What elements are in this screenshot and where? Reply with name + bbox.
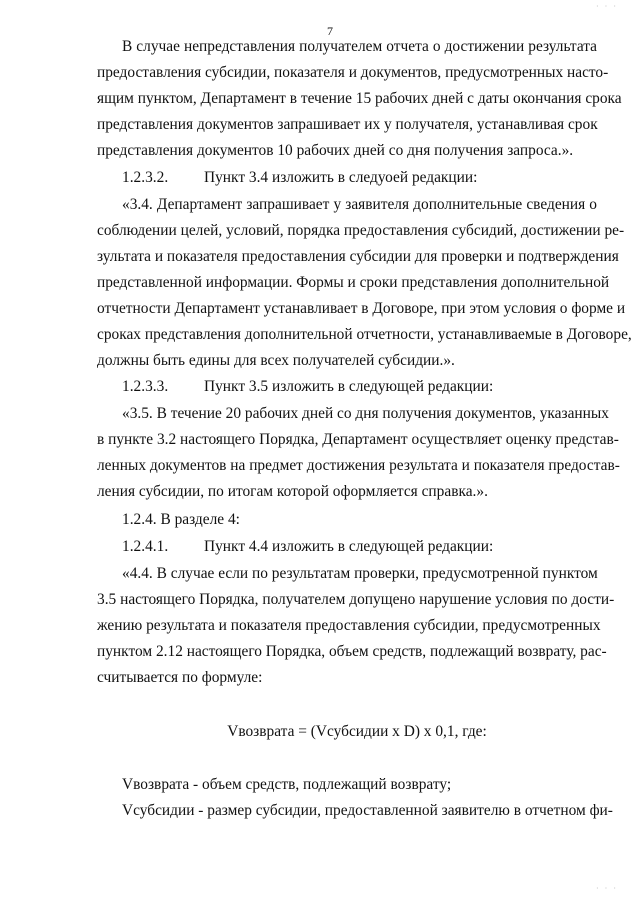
paragraph-4-4 (97, 561, 615, 691)
item-text: Пункт 3.5 изложить в следующей редакции: (204, 378, 494, 395)
text-line: в пункте 3.2 настоящего Порядка, Департамент осуществляет оценку представ- (97, 431, 619, 448)
text-line: жению результата и показателя предоставления субсидии, предусмотренных (97, 617, 601, 634)
formula-text: Vвозврата = (Vсубсидии x D) x 0,1, где: (227, 723, 487, 740)
item-1-2-4-1 (97, 534, 597, 560)
item-number: 1.2.3.3. (122, 378, 169, 395)
definition-line: Vсубсидии - размер субсидии, предоставленной заявителю в отчетном фи- (122, 802, 613, 819)
text-line: представления документов запрашивает их у получателя, устанавливая срок (97, 116, 598, 133)
item-1-2-3-3 (97, 374, 597, 400)
text-line: считывается по формуле: (97, 669, 263, 686)
text-line: «3.5. В течение 20 рабочих дней со дня получения документов, указанных (122, 405, 609, 422)
text-line: должны быть едины для всех получателей субсидии.». (97, 352, 455, 369)
text-line: ленных документов на предмет достижения результата и показателя предостав- (97, 457, 620, 474)
text-line: представленной информации. Формы и сроки представления дополнительной (97, 274, 610, 291)
text-line: соблюдении целей, условий, порядка предоставления субсидий, достижении ре- (97, 222, 625, 239)
item-1-2-3-2 (97, 165, 597, 191)
section-heading: 1.2.4. В разделе 4: (122, 511, 240, 528)
text-line: сроках представления дополнительной отчетности, устанавливаемые в Договоре, (97, 326, 632, 343)
text-line: отчетности Департамент устанавливает в Договоре, при этом условия о форме и (97, 300, 626, 317)
item-number: 1.2.4.1. (122, 538, 169, 555)
scan-artifact: · · · (596, 884, 618, 893)
page-number: 7 (327, 24, 333, 38)
paragraph-3-5 (97, 401, 620, 505)
text-line: представления документов 10 рабочих дней со дня получения запроса.». (97, 142, 574, 159)
paragraph-report-failure (97, 34, 622, 164)
text-line: ящим пунктом, Департамент в течение 15 рабочих дней с даты окончания срока (97, 90, 622, 107)
paragraph-3-4 (97, 192, 632, 374)
item-number: 1.2.3.2. (122, 169, 169, 186)
scan-artifact: · · · (596, 2, 618, 11)
formula (97, 719, 597, 745)
text-line: пунктом 2.12 настоящего Порядка, объем средств, подлежащий возврату, рас- (97, 643, 607, 660)
item-text: Пункт 4.4 изложить в следующей редакции: (204, 538, 494, 555)
item-text: Пункт 3.4 изложить в следуоей редакции: (204, 169, 478, 186)
text-line: 3.5 настоящего Порядка, получателем допущено нарушение условия по дости- (97, 591, 615, 608)
item-1-2-4 (97, 507, 597, 533)
definition-line: Vвозврата - объем средств, подлежащий возврату; (122, 776, 452, 793)
definitions (97, 772, 613, 824)
text-line: «3.4. Департамент запрашивает у заявителя дополнительные сведения о (122, 196, 597, 213)
text-line: ления субсидии, по итогам которой оформляется справка.». (97, 483, 488, 500)
text-line: зультата и показателя предоставления субсидии для проверки и подтверждения (97, 248, 619, 265)
text-line: предоставления субсидии, показателя и документов, предусмотренных насто- (97, 64, 609, 81)
text-line: В случае непредставления получателем отчета о достижении результата (122, 38, 597, 55)
text-line: «4.4. В случае если по результатам проверки, предусмотренной пунктом (122, 565, 598, 582)
